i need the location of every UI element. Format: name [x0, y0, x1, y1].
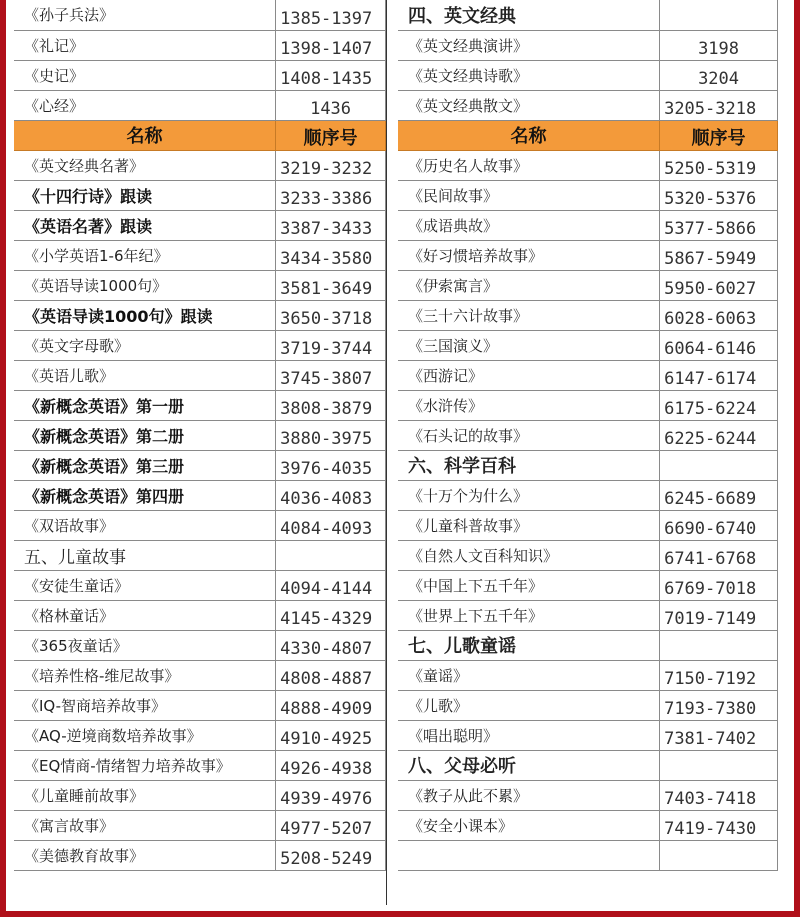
item-name: 《双语故事》 — [14, 510, 276, 540]
item-sequence: 1398-1407 — [276, 30, 386, 60]
item-name: 《伊索寓言》 — [398, 270, 660, 300]
table-row — [14, 450, 386, 480]
table-row — [398, 240, 778, 270]
table-row — [14, 510, 386, 540]
table-row — [14, 720, 386, 750]
table-row — [398, 510, 778, 540]
table-row — [14, 690, 386, 720]
item-name: 《英文字母歌》 — [14, 330, 276, 360]
table-row — [398, 840, 778, 870]
item-sequence: 6690-6740 — [660, 510, 778, 540]
item-sequence: 3233-3386 — [276, 180, 386, 210]
table-row — [398, 300, 778, 330]
table-row — [398, 690, 778, 720]
table-row — [14, 210, 386, 240]
item-name: 《礼记》 — [14, 30, 276, 60]
item-sequence: 5377-5866 — [660, 210, 778, 240]
item-sequence: 3880-3975 — [276, 420, 386, 450]
table-header-row — [398, 120, 778, 150]
header-name: 名称 — [398, 120, 660, 150]
item-sequence: 7381-7402 — [660, 720, 778, 750]
item-name: 四、英文经典 — [398, 0, 660, 30]
item-name: 《新概念英语》第一册 — [14, 390, 276, 420]
table-row — [14, 420, 386, 450]
item-name: 《世界上下五千年》 — [398, 600, 660, 630]
item-name — [398, 840, 660, 870]
item-name: 《小学英语1-6年纪》 — [14, 240, 276, 270]
item-name: 《英文经典散文》 — [398, 90, 660, 120]
item-name: 《童谣》 — [398, 660, 660, 690]
item-sequence: 3808-3879 — [276, 390, 386, 420]
item-sequence: 3387-3433 — [276, 210, 386, 240]
left-column — [14, 0, 386, 871]
table-row — [398, 780, 778, 810]
table-row — [398, 540, 778, 570]
item-sequence: 4084-4093 — [276, 510, 386, 540]
table-row — [14, 660, 386, 690]
item-sequence — [660, 630, 778, 660]
table-row — [14, 30, 386, 60]
item-sequence: 4808-4887 — [276, 660, 386, 690]
item-sequence: 7193-7380 — [660, 690, 778, 720]
item-sequence: 3581-3649 — [276, 270, 386, 300]
item-sequence: 6769-7018 — [660, 570, 778, 600]
table-row — [14, 480, 386, 510]
item-name: 《好习惯培养故事》 — [398, 240, 660, 270]
item-sequence — [660, 840, 778, 870]
item-name: 《三十六计故事》 — [398, 300, 660, 330]
table-row — [14, 0, 386, 30]
table-row — [14, 810, 386, 840]
section-row — [398, 0, 778, 30]
item-sequence: 3198 — [660, 30, 778, 60]
section-row — [398, 750, 778, 780]
item-sequence: 4330-4807 — [276, 630, 386, 660]
item-sequence: 5250-5319 — [660, 150, 778, 180]
item-name: 《三国演义》 — [398, 330, 660, 360]
table-row — [398, 60, 778, 90]
item-name: 《365夜童话》 — [14, 630, 276, 660]
item-name: 《英语导读1000句》跟读 — [14, 300, 276, 330]
item-sequence: 4939-4976 — [276, 780, 386, 810]
item-sequence: 1408-1435 — [276, 60, 386, 90]
item-sequence: 5867-5949 — [660, 240, 778, 270]
item-name: 《寓言故事》 — [14, 810, 276, 840]
item-sequence: 7403-7418 — [660, 780, 778, 810]
header-name: 名称 — [14, 120, 276, 150]
item-sequence: 1436 — [276, 90, 386, 120]
item-sequence: 3650-3718 — [276, 300, 386, 330]
item-sequence — [276, 540, 386, 570]
item-name: 《英文经典演讲》 — [398, 30, 660, 60]
table-row — [14, 360, 386, 390]
item-sequence: 4036-4083 — [276, 480, 386, 510]
item-sequence: 4910-4925 — [276, 720, 386, 750]
table-row — [14, 750, 386, 780]
table-row — [14, 180, 386, 210]
item-sequence: 3205-3218 — [660, 90, 778, 120]
item-name: 《自然人文百科知识》 — [398, 540, 660, 570]
item-name: 《IQ-智商培养故事》 — [14, 690, 276, 720]
item-sequence: 1385-1397 — [276, 0, 386, 30]
item-name: 《十四行诗》跟读 — [14, 180, 276, 210]
table-row — [398, 360, 778, 390]
item-name: 《史记》 — [14, 60, 276, 90]
item-name: 《英语名著》跟读 — [14, 210, 276, 240]
table-row — [14, 300, 386, 330]
item-sequence: 4094-4144 — [276, 570, 386, 600]
item-sequence: 5320-5376 — [660, 180, 778, 210]
table-row — [398, 480, 778, 510]
item-sequence: 7150-7192 — [660, 660, 778, 690]
table-row — [398, 180, 778, 210]
right-column — [398, 0, 778, 871]
item-name: 《中国上下五千年》 — [398, 570, 660, 600]
header-sequence: 顺序号 — [660, 120, 778, 150]
item-sequence — [660, 0, 778, 30]
table-row — [14, 150, 386, 180]
item-sequence: 5950-6027 — [660, 270, 778, 300]
item-name: 《教子从此不累》 — [398, 780, 660, 810]
table-row — [398, 810, 778, 840]
item-name: 《历史名人故事》 — [398, 150, 660, 180]
item-sequence: 6147-6174 — [660, 360, 778, 390]
item-name: 八、父母必听 — [398, 750, 660, 780]
item-sequence: 6064-6146 — [660, 330, 778, 360]
item-name: 《孙子兵法》 — [14, 0, 276, 30]
item-name: 《美德教育故事》 — [14, 840, 276, 870]
table-row — [398, 30, 778, 60]
table-row — [14, 780, 386, 810]
item-sequence: 5208-5249 — [276, 840, 386, 870]
item-sequence — [660, 750, 778, 780]
item-name: 《新概念英语》第二册 — [14, 420, 276, 450]
item-name: 《儿歌》 — [398, 690, 660, 720]
header-sequence: 顺序号 — [276, 120, 386, 150]
table-row — [398, 570, 778, 600]
item-sequence: 3976-4035 — [276, 450, 386, 480]
item-sequence: 6741-6768 — [660, 540, 778, 570]
item-name: 五、儿童故事 — [14, 540, 276, 570]
table-row — [398, 660, 778, 690]
right-table — [398, 0, 778, 871]
section-row — [398, 630, 778, 660]
item-sequence: 6175-6224 — [660, 390, 778, 420]
item-name: 《新概念英语》第三册 — [14, 450, 276, 480]
item-name: 《民间故事》 — [398, 180, 660, 210]
table-row — [398, 600, 778, 630]
item-sequence: 6225-6244 — [660, 420, 778, 450]
table-row — [14, 270, 386, 300]
item-name: 六、科学百科 — [398, 450, 660, 480]
item-name: 《心经》 — [14, 90, 276, 120]
item-sequence — [660, 450, 778, 480]
item-name: 《格林童话》 — [14, 600, 276, 630]
table-row — [14, 630, 386, 660]
item-name: 七、儿歌童谣 — [398, 630, 660, 660]
item-sequence: 4145-4329 — [276, 600, 386, 630]
item-name: 《唱出聪明》 — [398, 720, 660, 750]
item-sequence: 4926-4938 — [276, 750, 386, 780]
item-name: 《英语儿歌》 — [14, 360, 276, 390]
item-sequence: 4977-5207 — [276, 810, 386, 840]
table-row — [14, 90, 386, 120]
item-sequence: 3719-3744 — [276, 330, 386, 360]
item-sequence: 3434-3580 — [276, 240, 386, 270]
table-row — [398, 390, 778, 420]
table-row — [398, 210, 778, 240]
item-name: 《新概念英语》第四册 — [14, 480, 276, 510]
table-row — [398, 270, 778, 300]
table-row — [14, 390, 386, 420]
table-row — [398, 150, 778, 180]
item-name: 《英语导读1000句》 — [14, 270, 276, 300]
item-name: 《成语典故》 — [398, 210, 660, 240]
table-row — [14, 840, 386, 870]
item-name: 《EQ情商-情绪智力培养故事》 — [14, 750, 276, 780]
table-row — [14, 570, 386, 600]
item-sequence: 6245-6689 — [660, 480, 778, 510]
table-header-row — [14, 120, 386, 150]
item-sequence: 7019-7149 — [660, 600, 778, 630]
table-row — [14, 60, 386, 90]
table-row — [398, 330, 778, 360]
item-sequence: 3745-3807 — [276, 360, 386, 390]
item-sequence: 4888-4909 — [276, 690, 386, 720]
table-row — [14, 330, 386, 360]
item-name: 《十万个为什么》 — [398, 480, 660, 510]
table-row — [14, 600, 386, 630]
item-name: 《西游记》 — [398, 360, 660, 390]
table-row — [398, 720, 778, 750]
table-row — [14, 240, 386, 270]
item-name: 《英文经典名著》 — [14, 150, 276, 180]
item-name: 《安全小课本》 — [398, 810, 660, 840]
item-sequence: 6028-6063 — [660, 300, 778, 330]
item-sequence: 3219-3232 — [276, 150, 386, 180]
item-name: 《水浒传》 — [398, 390, 660, 420]
section-row — [14, 540, 386, 570]
item-sequence: 7419-7430 — [660, 810, 778, 840]
left-table — [14, 0, 386, 871]
item-name: 《培养性格-维尼故事》 — [14, 660, 276, 690]
item-name: 《安徒生童话》 — [14, 570, 276, 600]
item-name: 《石头记的故事》 — [398, 420, 660, 450]
table-row — [398, 420, 778, 450]
item-name: 《AQ-逆境商数培养故事》 — [14, 720, 276, 750]
table-row — [398, 90, 778, 120]
item-name: 《英文经典诗歌》 — [398, 60, 660, 90]
section-row — [398, 450, 778, 480]
item-name: 《儿童科普故事》 — [398, 510, 660, 540]
item-sequence: 3204 — [660, 60, 778, 90]
item-name: 《儿童睡前故事》 — [14, 780, 276, 810]
